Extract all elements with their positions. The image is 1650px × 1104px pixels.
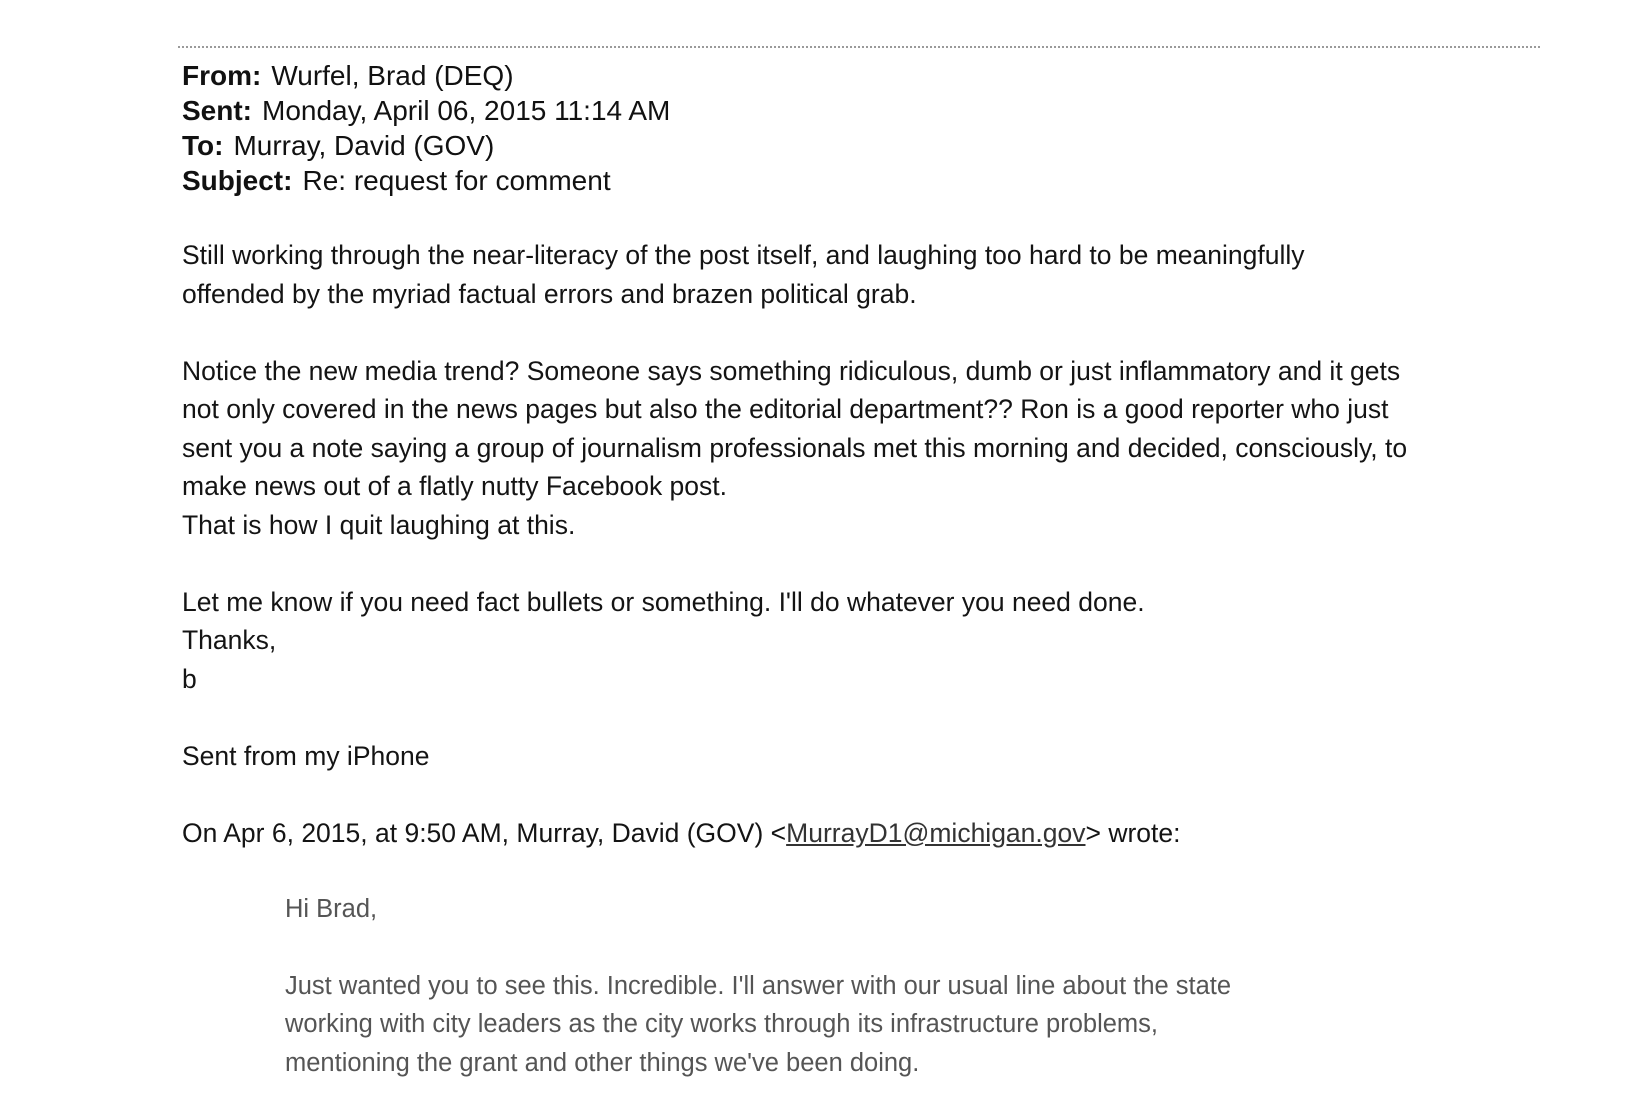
- paragraph-3: [182, 583, 1562, 699]
- email-header: [182, 58, 670, 198]
- attribution-prefix: On Apr 6, 2015, at 9:50 AM, Murray, David (GOV) <: [182, 817, 787, 848]
- sent-row: [182, 93, 670, 128]
- subject-row: [182, 163, 670, 198]
- to-label: To:: [182, 130, 224, 161]
- paragraph-2: [182, 352, 1562, 545]
- attribution-suffix: > wrote:: [1085, 817, 1181, 848]
- subject-label: Subject:: [182, 165, 293, 196]
- quoted-line: working with city leaders as the city works through its infrastructure problems,: [285, 1010, 1159, 1038]
- to-value: Murray, David (GOV): [233, 130, 495, 161]
- body-line: make news out of a flatly nutty Facebook post.: [182, 471, 728, 501]
- body-line: That is how I quit laughing at this.: [182, 509, 576, 540]
- body-line: not only covered in the news pages but also the editorial department?? Ron is a good reporter who just: [182, 394, 1389, 424]
- signature: [182, 737, 1562, 776]
- body-line: Let me know if you need fact bullets or something. I'll do whatever you need done.: [182, 586, 1145, 617]
- signature-line: Sent from my iPhone: [182, 740, 430, 771]
- body-line: b: [182, 663, 197, 694]
- body-line: Thanks,: [182, 625, 277, 655]
- quoted-message: [285, 890, 1485, 1082]
- body-line: offended by the myriad factual errors and brazen political grab.: [182, 278, 917, 309]
- paragraph-1: [182, 236, 1562, 313]
- from-value: Wurfel, Brad (DEQ): [271, 60, 514, 91]
- email-body: [182, 236, 1562, 852]
- to-row: [182, 128, 670, 163]
- from-label: From:: [182, 60, 262, 91]
- quoted-line: mentioning the grant and other things we've been doing.: [285, 1048, 920, 1077]
- sent-label: Sent:: [182, 95, 252, 126]
- body-line: Notice the new media trend? Someone says something ridiculous, dumb or just inflammatory and it gets: [182, 355, 1401, 386]
- from-row: [182, 58, 670, 93]
- body-line: sent you a note saying a group of journalism professionals met this morning and decided, consciously, to: [182, 432, 1408, 463]
- sent-value: Monday, April 06, 2015 11:14 AM: [262, 95, 671, 126]
- header-divider: [178, 46, 1540, 48]
- body-line: Still working through the near-literacy of the post itself, and laughing too hard to be meaningfully: [182, 240, 1305, 270]
- reply-attribution: [182, 814, 1562, 853]
- quoted-greeting: Hi Brad,: [285, 895, 378, 923]
- sender-email-link[interactable]: MurrayD1@michigan.gov: [786, 817, 1086, 848]
- quoted-line: Just wanted you to see this. Incredible. I'll answer with our usual line about the state: [285, 971, 1232, 1000]
- subject-value: Re: request for comment: [302, 165, 611, 196]
